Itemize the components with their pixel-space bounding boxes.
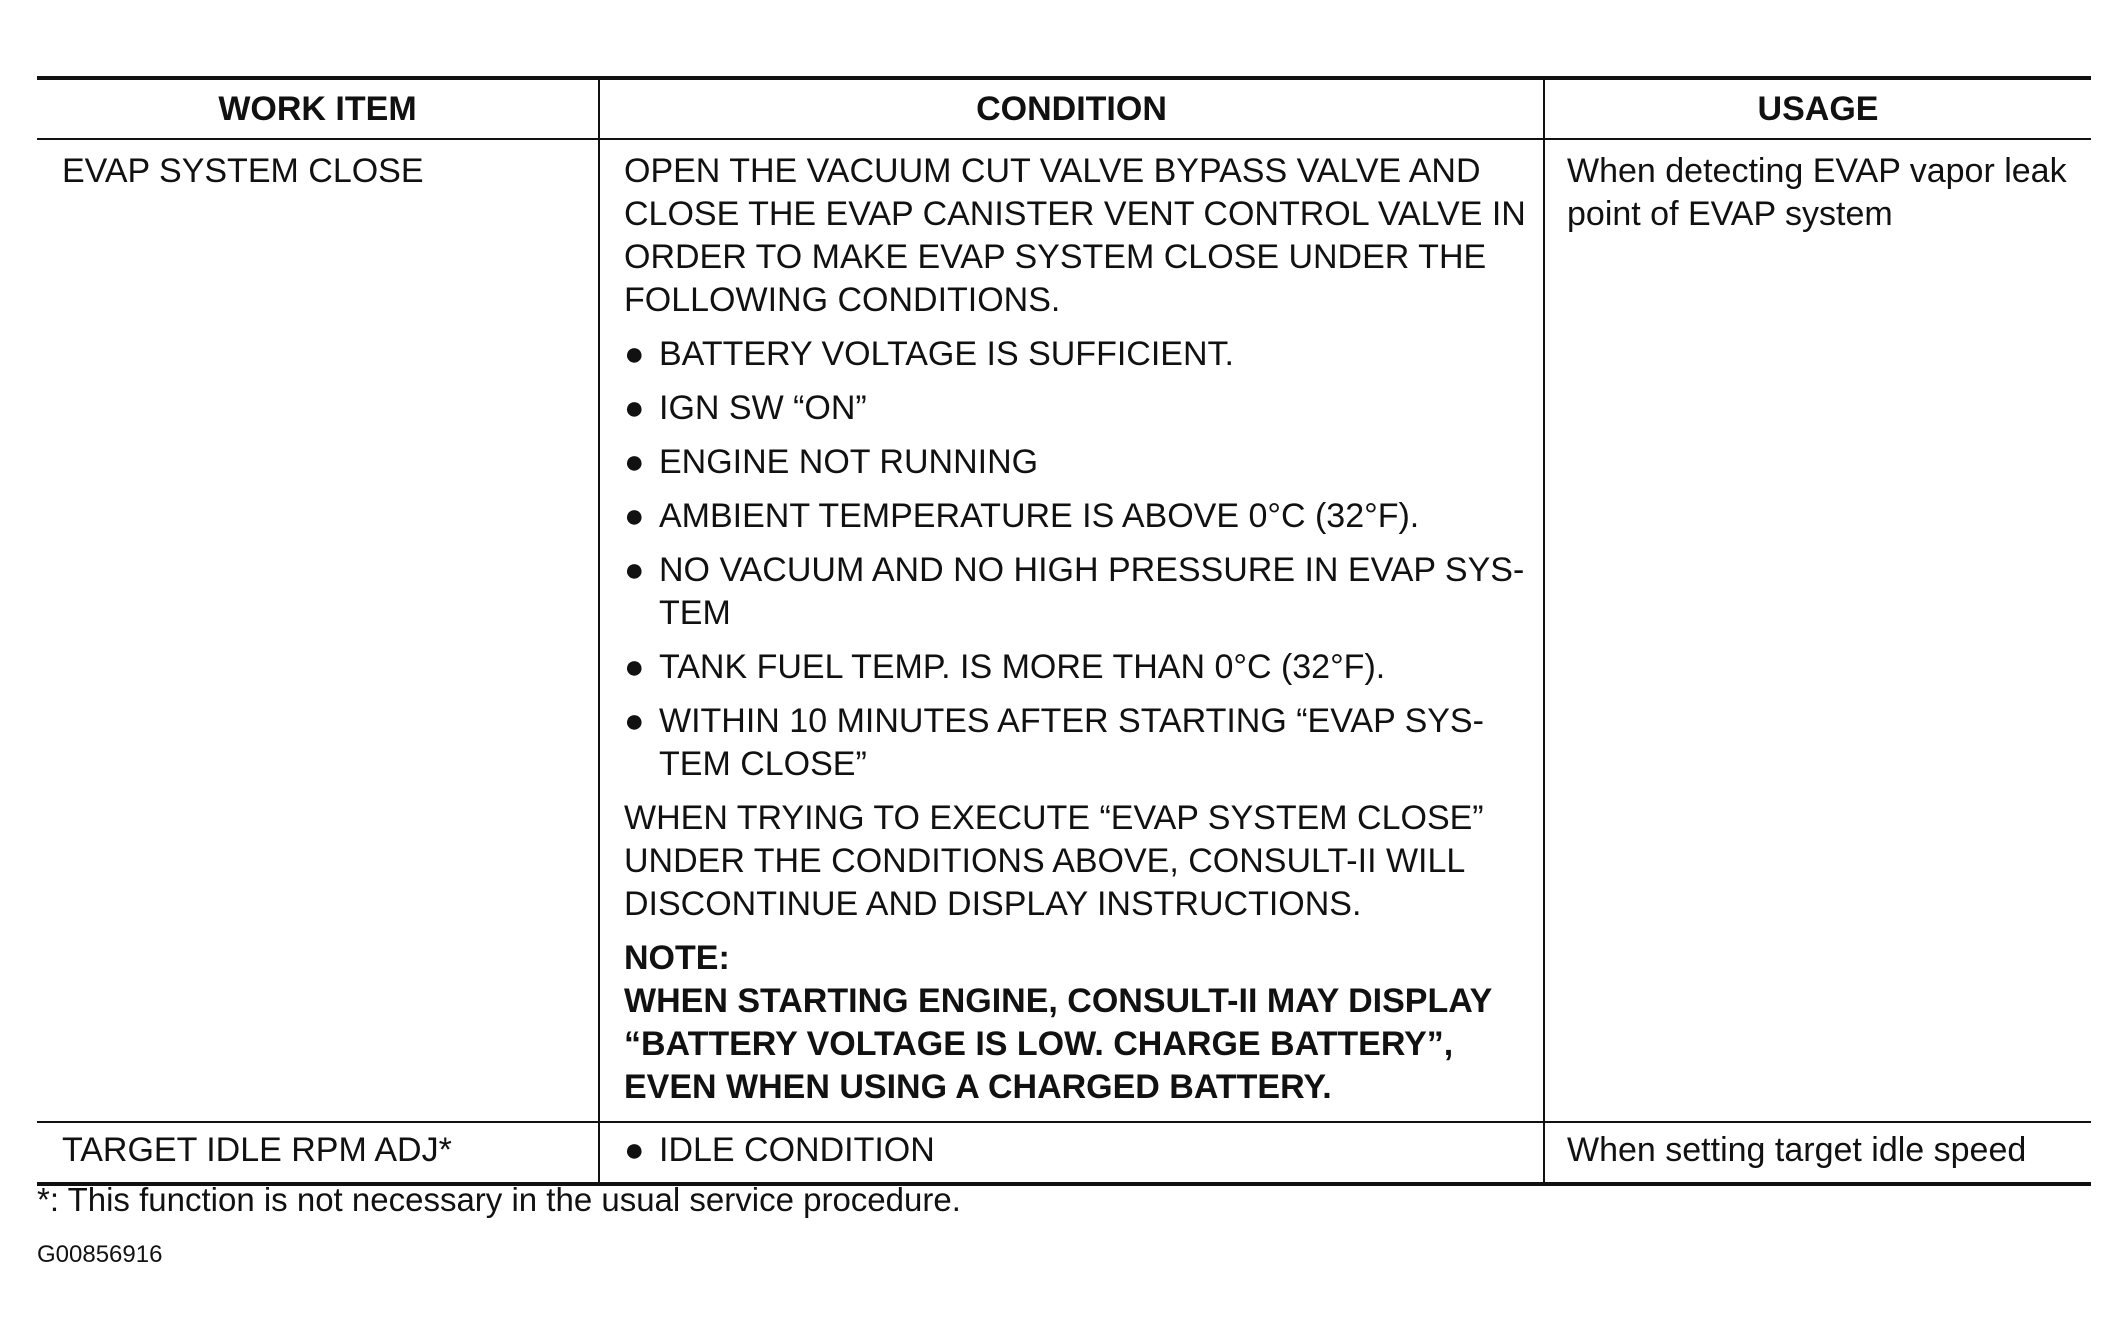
header-usage: USAGE [1544, 78, 2091, 139]
bullet-icon: ● [624, 648, 645, 686]
note-label: NOTE: [624, 939, 730, 977]
bullet-icon: ● [624, 551, 645, 589]
condition-cell [599, 139, 1544, 1122]
condition-item: ● NO VACUUM AND NO HIGH PRESSURE IN EVAP SYSTEM [624, 551, 1525, 632]
bullet-icon: ● [624, 1131, 645, 1169]
bullet-icon: ● [624, 335, 645, 373]
work-support-table [37, 76, 2091, 1186]
condition-after-text: WHEN TRYING TO EXECUTE “EVAP SYSTEM CLOSE” UNDER THE CONDITIONS ABOVE, CONSULT-II WILL DISCONTINUE AND DISPLAY INSTRUCTIONS. [624, 799, 1484, 923]
table-row-target-idle-rpm [37, 1122, 2091, 1184]
condition-cell [599, 1122, 1544, 1184]
condition-item: ● IGN SW “ON” [624, 387, 1533, 430]
condition-intro: OPEN THE VACUUM CUT VALVE BYPASS VALVE AND CLOSE THE EVAP CANISTER VENT CONTROL VALVE IN ORDER TO MAKE EVAP SYSTEM CLOSE UNDER THE FOLLOWING CONDITIONS. [624, 152, 1526, 319]
condition-item: ● AMBIENT TEMPERATURE IS ABOVE 0°C (32°F). [624, 495, 1533, 538]
table-header-row [37, 78, 2091, 139]
work-item-cell: TARGET IDLE RPM ADJ* [62, 1131, 452, 1169]
bullet-icon: ● [624, 443, 645, 481]
work-item-cell: EVAP SYSTEM CLOSE [37, 139, 599, 1122]
figure-code: G00856916 [37, 1241, 163, 1268]
header-work-item: WORK ITEM [37, 78, 599, 139]
bullet-icon: ● [624, 389, 645, 427]
condition-item: ● WITHIN 10 MINUTES AFTER STARTING “EVAP SYSTEM CLOSE” [624, 702, 1484, 783]
bullet-icon: ● [624, 497, 645, 535]
condition-item: ● IDLE CONDITION [624, 1129, 1533, 1172]
condition-item: ● TANK FUEL TEMP. IS MORE THAN 0°C (32°F). [624, 646, 1533, 689]
bullet-icon: ● [624, 702, 645, 740]
header-condition: CONDITION [599, 78, 1544, 139]
condition-item: ● BATTERY VOLTAGE IS SUFFICIENT. [624, 333, 1533, 376]
usage-cell: When setting target idle speed [1544, 1122, 2091, 1184]
note-text: WHEN STARTING ENGINE, CONSULT-II MAY DISPLAY “BATTERY VOLTAGE IS LOW. CHARGE BATTERY”, EVEN WHEN USING A CHARGED BATTERY. [624, 982, 1492, 1106]
condition-list [624, 1129, 1533, 1172]
footnote: *: This function is not necessary in the usual service procedure. [37, 1181, 961, 1218]
condition-list [624, 333, 1533, 786]
table-row-evap-system-close [37, 139, 2091, 1122]
condition-item: ● ENGINE NOT RUNNING [624, 441, 1533, 484]
usage-cell: When detecting EVAP vapor leak point of EVAP system [1544, 139, 2091, 1122]
